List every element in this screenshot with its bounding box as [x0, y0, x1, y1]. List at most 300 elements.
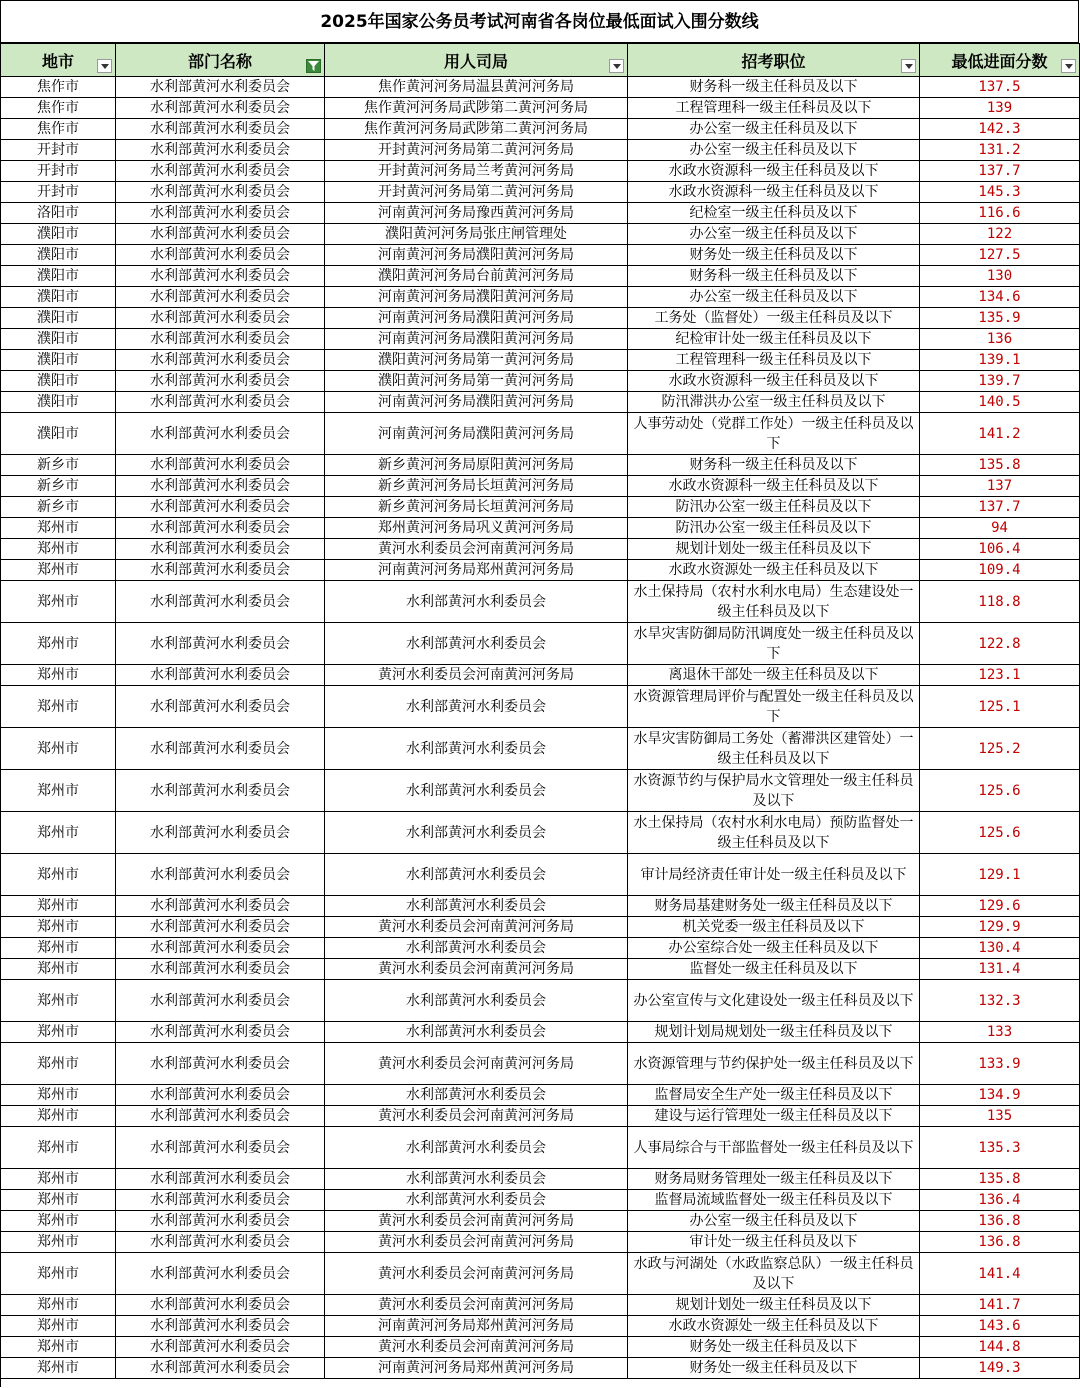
score-cell[interactable]: 129.6	[920, 896, 1080, 917]
chevron-down-icon[interactable]	[901, 59, 916, 73]
score-cell[interactable]: 134.6	[920, 287, 1080, 308]
position-cell[interactable]: 监督局流域监督处一级主任科员及以下	[628, 1190, 920, 1211]
position-cell[interactable]: 办公室一级主任科员及以下	[628, 119, 920, 140]
bureau-cell[interactable]: 水利部黄河水利委员会	[325, 770, 628, 812]
position-cell[interactable]: 办公室一级主任科员及以下	[628, 224, 920, 245]
bureau-cell[interactable]: 河南黄河河务局郑州黄河河务局	[325, 1358, 628, 1379]
bureau-cell[interactable]: 新乡黄河河务局长垣黄河河务局	[325, 476, 628, 497]
table-row	[1, 329, 1080, 350]
department-cell[interactable]: 水利部黄河水利委员会	[116, 539, 325, 560]
bureau-cell[interactable]: 黄河水利委员会河南黄河河务局	[325, 539, 628, 560]
table-row	[1, 938, 1080, 959]
score-cell[interactable]: 139.1	[920, 350, 1080, 371]
position-cell[interactable]: 防汛办公室一级主任科员及以下	[628, 518, 920, 539]
table-row	[1, 812, 1080, 854]
department-cell[interactable]: 水利部黄河水利委员会	[116, 455, 325, 476]
table-row	[1, 896, 1080, 917]
bureau-cell[interactable]: 河南黄河河务局濮阳黄河河务局	[325, 392, 628, 413]
bureau-cell[interactable]: 焦作黄河河务局武陟第二黄河河务局	[325, 98, 628, 119]
column-header-position	[628, 44, 920, 77]
position-cell[interactable]: 办公室综合处一级主任科员及以下	[628, 938, 920, 959]
score-cell[interactable]: 139	[920, 98, 1080, 119]
column-header-bureau	[325, 44, 628, 77]
position-cell[interactable]: 办公室一级主任科员及以下	[628, 1211, 920, 1232]
department-cell[interactable]: 水利部黄河水利委员会	[116, 581, 325, 623]
bureau-cell[interactable]: 黄河水利委员会河南黄河河务局	[325, 1043, 628, 1085]
city-cell[interactable]: 开封市	[1, 182, 116, 203]
city-cell[interactable]: 郑州市	[1, 1085, 116, 1106]
city-cell[interactable]: 郑州市	[1, 1232, 116, 1253]
table-row	[1, 413, 1080, 455]
bureau-cell[interactable]: 水利部黄河水利委员会	[325, 1127, 628, 1169]
position-cell[interactable]: 工程管理科一级主任科员及以下	[628, 350, 920, 371]
bureau-cell[interactable]: 河南黄河河务局濮阳黄河河务局	[325, 329, 628, 350]
department-cell[interactable]: 水利部黄河水利委员会	[116, 1169, 325, 1190]
score-cell[interactable]: 136.8	[920, 1211, 1080, 1232]
score-cell[interactable]: 94	[920, 518, 1080, 539]
city-cell[interactable]: 郑州市	[1, 1022, 116, 1043]
table-row	[1, 203, 1080, 224]
department-cell[interactable]: 水利部黄河水利委员会	[116, 161, 325, 182]
score-cell[interactable]: 125.1	[920, 686, 1080, 728]
position-cell[interactable]: 规划计划处一级主任科员及以下	[628, 1295, 920, 1316]
city-cell[interactable]: 焦作市	[1, 98, 116, 119]
table-row	[1, 581, 1080, 623]
chevron-down-icon[interactable]	[1061, 59, 1076, 73]
position-cell[interactable]: 审计处一级主任科员及以下	[628, 1232, 920, 1253]
bureau-cell[interactable]: 水利部黄河水利委员会	[325, 1169, 628, 1190]
department-cell[interactable]: 水利部黄河水利委员会	[116, 182, 325, 203]
city-cell[interactable]: 郑州市	[1, 1358, 116, 1379]
bureau-cell[interactable]: 水利部黄河水利委员会	[325, 581, 628, 623]
table-row	[1, 686, 1080, 728]
city-cell[interactable]: 濮阳市	[1, 224, 116, 245]
table-row	[1, 560, 1080, 581]
bureau-cell[interactable]: 水利部黄河水利委员会	[325, 854, 628, 896]
city-cell[interactable]: 郑州市	[1, 959, 116, 980]
position-cell[interactable]: 水政水资源科一级主任科员及以下	[628, 476, 920, 497]
bureau-cell[interactable]: 水利部黄河水利委员会	[325, 812, 628, 854]
department-cell[interactable]: 水利部黄河水利委员会	[116, 1211, 325, 1232]
bureau-cell[interactable]: 河南黄河河务局濮阳黄河河务局	[325, 308, 628, 329]
department-cell[interactable]: 水利部黄河水利委员会	[116, 140, 325, 161]
score-cell[interactable]: 118.8	[920, 581, 1080, 623]
position-cell[interactable]: 纪检室一级主任科员及以下	[628, 203, 920, 224]
position-cell[interactable]: 办公室宣传与文化建设处一级主任科员及以下	[628, 980, 920, 1022]
table-row	[1, 245, 1080, 266]
bureau-cell[interactable]: 黄河水利委员会河南黄河河务局	[325, 665, 628, 686]
column-header-label: 招考职位	[741, 51, 806, 71]
department-cell[interactable]: 水利部黄河水利委员会	[116, 770, 325, 812]
department-cell[interactable]: 水利部黄河水利委员会	[116, 77, 325, 98]
position-cell[interactable]: 财务处一级主任科员及以下	[628, 1337, 920, 1358]
position-cell[interactable]: 监督局安全生产处一级主任科员及以下	[628, 1085, 920, 1106]
score-cell[interactable]: 131.4	[920, 959, 1080, 980]
table-row	[1, 161, 1080, 182]
department-cell[interactable]: 水利部黄河水利委员会	[116, 1022, 325, 1043]
department-cell[interactable]: 水利部黄河水利委员会	[116, 728, 325, 770]
bureau-cell[interactable]: 河南黄河河务局濮阳黄河河务局	[325, 287, 628, 308]
city-cell[interactable]: 郑州市	[1, 770, 116, 812]
score-cell[interactable]: 144.8	[920, 1337, 1080, 1358]
city-cell[interactable]: 郑州市	[1, 1337, 116, 1358]
bureau-cell[interactable]: 黄河水利委员会河南黄河河务局	[325, 959, 628, 980]
city-cell[interactable]: 新乡市	[1, 497, 116, 518]
position-cell[interactable]: 机关党委一级主任科员及以下	[628, 917, 920, 938]
city-cell[interactable]: 郑州市	[1, 812, 116, 854]
city-cell[interactable]: 郑州市	[1, 1190, 116, 1211]
bureau-cell[interactable]: 开封黄河河务局兰考黄河河务局	[325, 161, 628, 182]
table-row	[1, 1337, 1080, 1358]
table-row	[1, 770, 1080, 812]
table-row	[1, 1106, 1080, 1127]
department-cell[interactable]: 水利部黄河水利委员会	[116, 392, 325, 413]
position-cell[interactable]: 水政水资源处一级主任科员及以下	[628, 1316, 920, 1337]
city-cell[interactable]: 郑州市	[1, 896, 116, 917]
column-header-score	[920, 44, 1080, 77]
table-row	[1, 1022, 1080, 1043]
column-header-city	[1, 44, 116, 77]
bureau-cell[interactable]: 河南黄河河务局濮阳黄河河务局	[325, 413, 628, 455]
table-row	[1, 1169, 1080, 1190]
city-cell[interactable]: 濮阳市	[1, 245, 116, 266]
department-cell[interactable]: 水利部黄河水利委员会	[116, 1253, 325, 1295]
bureau-cell[interactable]: 黄河水利委员会河南黄河河务局	[325, 917, 628, 938]
department-cell[interactable]: 水利部黄河水利委员会	[116, 266, 325, 287]
department-cell[interactable]: 水利部黄河水利委员会	[116, 329, 325, 350]
bureau-cell[interactable]: 濮阳黄河河务局第一黄河河务局	[325, 350, 628, 371]
department-cell[interactable]: 水利部黄河水利委员会	[116, 98, 325, 119]
position-cell[interactable]: 水资源管理局评价与配置处一级主任科员及以下	[628, 686, 920, 728]
position-cell[interactable]: 水政水资源科一级主任科员及以下	[628, 371, 920, 392]
city-cell[interactable]: 新乡市	[1, 476, 116, 497]
department-cell[interactable]: 水利部黄河水利委员会	[116, 854, 325, 896]
score-cell[interactable]: 141.4	[920, 1253, 1080, 1295]
city-cell[interactable]: 郑州市	[1, 1316, 116, 1337]
department-cell[interactable]: 水利部黄河水利委员会	[116, 1106, 325, 1127]
city-cell[interactable]: 郑州市	[1, 854, 116, 896]
bureau-cell[interactable]: 濮阳黄河河务局第一黄河河务局	[325, 371, 628, 392]
table-row	[1, 140, 1080, 161]
position-cell[interactable]: 水旱灾害防御局防汛调度处一级主任科员及以下	[628, 623, 920, 665]
city-cell[interactable]: 濮阳市	[1, 392, 116, 413]
table-row	[1, 728, 1080, 770]
city-cell[interactable]: 濮阳市	[1, 413, 116, 455]
bureau-cell[interactable]: 焦作黄河河务局温县黄河河务局	[325, 77, 628, 98]
bureau-cell[interactable]: 黄河水利委员会河南黄河河务局	[325, 1232, 628, 1253]
score-cell[interactable]: 125.6	[920, 812, 1080, 854]
score-cell[interactable]: 134.9	[920, 1085, 1080, 1106]
position-cell[interactable]: 财务科一级主任科员及以下	[628, 266, 920, 287]
city-cell[interactable]: 开封市	[1, 140, 116, 161]
table-row	[1, 350, 1080, 371]
column-header-label: 部门名称	[187, 51, 252, 71]
city-cell[interactable]: 开封市	[1, 161, 116, 182]
position-cell[interactable]: 财务科一级主任科员及以下	[628, 455, 920, 476]
bureau-cell[interactable]: 开封黄河河务局第二黄河河务局	[325, 140, 628, 161]
score-cell[interactable]: 135	[920, 1106, 1080, 1127]
bureau-cell[interactable]: 开封黄河河务局第二黄河河务局	[325, 182, 628, 203]
bureau-cell[interactable]: 濮阳黄河河务局张庄闸管理处	[325, 224, 628, 245]
score-cell[interactable]: 125.6	[920, 770, 1080, 812]
city-cell[interactable]: 濮阳市	[1, 350, 116, 371]
score-cell[interactable]: 132.3	[920, 980, 1080, 1022]
city-cell[interactable]: 焦作市	[1, 119, 116, 140]
bureau-cell[interactable]: 新乡黄河河务局长垣黄河河务局	[325, 497, 628, 518]
department-cell[interactable]: 水利部黄河水利委员会	[116, 245, 325, 266]
position-cell[interactable]: 规划计划局规划处一级主任科员及以下	[628, 1022, 920, 1043]
department-cell[interactable]: 水利部黄河水利委员会	[116, 350, 325, 371]
position-cell[interactable]: 水政水资源科一级主任科员及以下	[628, 161, 920, 182]
position-cell[interactable]: 水资源管理与节约保护处一级主任科员及以下	[628, 1043, 920, 1085]
score-cell[interactable]: 123.1	[920, 665, 1080, 686]
position-cell[interactable]: 纪检审计处一级主任科员及以下	[628, 329, 920, 350]
department-cell[interactable]: 水利部黄河水利委员会	[116, 203, 325, 224]
department-cell[interactable]: 水利部黄河水利委员会	[116, 959, 325, 980]
city-cell[interactable]: 郑州市	[1, 1211, 116, 1232]
position-cell[interactable]: 水政水资源科一级主任科员及以下	[628, 182, 920, 203]
city-cell[interactable]: 郑州市	[1, 686, 116, 728]
bureau-cell[interactable]: 水利部黄河水利委员会	[325, 728, 628, 770]
score-cell[interactable]: 143.6	[920, 1316, 1080, 1337]
position-cell[interactable]: 办公室一级主任科员及以下	[628, 287, 920, 308]
department-cell[interactable]: 水利部黄河水利委员会	[116, 896, 325, 917]
score-cell[interactable]: 116.6	[920, 203, 1080, 224]
city-cell[interactable]: 濮阳市	[1, 329, 116, 350]
city-cell[interactable]: 郑州市	[1, 581, 116, 623]
city-cell[interactable]: 郑州市	[1, 728, 116, 770]
bureau-cell[interactable]: 水利部黄河水利委员会	[325, 896, 628, 917]
city-cell[interactable]: 郑州市	[1, 1169, 116, 1190]
bureau-cell[interactable]: 黄河水利委员会河南黄河河务局	[325, 1106, 628, 1127]
department-cell[interactable]: 水利部黄河水利委员会	[116, 1085, 325, 1106]
bureau-cell[interactable]: 水利部黄河水利委员会	[325, 686, 628, 728]
department-cell[interactable]: 水利部黄河水利委员会	[116, 560, 325, 581]
position-cell[interactable]: 水旱灾害防御局工务处（蓄滞洪区建管处）一级主任科员及以下	[628, 728, 920, 770]
score-cell[interactable]: 131.2	[920, 140, 1080, 161]
score-cell[interactable]: 137.7	[920, 497, 1080, 518]
bureau-cell[interactable]: 河南黄河河务局濮阳黄河河务局	[325, 245, 628, 266]
position-cell[interactable]: 财务处一级主任科员及以下	[628, 245, 920, 266]
department-cell[interactable]: 水利部黄河水利委员会	[116, 1358, 325, 1379]
bureau-cell[interactable]: 河南黄河河务局郑州黄河河务局	[325, 1316, 628, 1337]
score-cell[interactable]: 149.3	[920, 1358, 1080, 1379]
score-cell[interactable]: 140.5	[920, 392, 1080, 413]
score-cell[interactable]: 141.2	[920, 413, 1080, 455]
table-row	[1, 1190, 1080, 1211]
city-cell[interactable]: 郑州市	[1, 539, 116, 560]
department-cell[interactable]: 水利部黄河水利委员会	[116, 413, 325, 455]
position-cell[interactable]: 防汛办公室一级主任科员及以下	[628, 497, 920, 518]
bureau-cell[interactable]: 河南黄河河务局豫西黄河河务局	[325, 203, 628, 224]
score-cell[interactable]: 127.5	[920, 245, 1080, 266]
department-cell[interactable]: 水利部黄河水利委员会	[116, 1316, 325, 1337]
position-cell[interactable]: 工程管理科一级主任科员及以下	[628, 98, 920, 119]
score-cell[interactable]: 129.1	[920, 854, 1080, 896]
city-cell[interactable]: 郑州市	[1, 938, 116, 959]
score-cell[interactable]: 135.3	[920, 1127, 1080, 1169]
position-cell[interactable]: 人事劳动处（党群工作处）一级主任科员及以下	[628, 413, 920, 455]
bureau-cell[interactable]: 水利部黄河水利委员会	[325, 938, 628, 959]
position-cell[interactable]: 财务局财务管理处一级主任科员及以下	[628, 1169, 920, 1190]
score-cell[interactable]: 135.9	[920, 308, 1080, 329]
score-cell[interactable]: 122.8	[920, 623, 1080, 665]
position-cell[interactable]: 办公室一级主任科员及以下	[628, 140, 920, 161]
score-cell[interactable]: 136	[920, 329, 1080, 350]
table-row	[1, 371, 1080, 392]
department-cell[interactable]: 水利部黄河水利委员会	[116, 371, 325, 392]
bureau-cell[interactable]: 水利部黄河水利委员会	[325, 1190, 628, 1211]
position-cell[interactable]: 水政水资源处一级主任科员及以下	[628, 560, 920, 581]
table-row	[1, 455, 1080, 476]
position-cell[interactable]: 财务科一级主任科员及以下	[628, 77, 920, 98]
chevron-down-icon[interactable]	[97, 59, 112, 73]
department-cell[interactable]: 水利部黄河水利委员会	[116, 119, 325, 140]
score-cell[interactable]: 130	[920, 266, 1080, 287]
chevron-down-icon[interactable]	[609, 59, 624, 73]
table-row	[1, 1316, 1080, 1337]
department-cell[interactable]: 水利部黄河水利委员会	[116, 1190, 325, 1211]
department-cell[interactable]: 水利部黄河水利委员会	[116, 1127, 325, 1169]
city-cell[interactable]: 濮阳市	[1, 308, 116, 329]
position-cell[interactable]: 监督处一级主任科员及以下	[628, 959, 920, 980]
city-cell[interactable]: 濮阳市	[1, 266, 116, 287]
city-cell[interactable]: 焦作市	[1, 77, 116, 98]
score-cell[interactable]: 136.4	[920, 1190, 1080, 1211]
score-cell[interactable]: 133.9	[920, 1043, 1080, 1085]
position-cell[interactable]: 防汛滞洪办公室一级主任科员及以下	[628, 392, 920, 413]
city-cell[interactable]: 郑州市	[1, 518, 116, 539]
bureau-cell[interactable]: 水利部黄河水利委员会	[325, 1085, 628, 1106]
department-cell[interactable]: 水利部黄河水利委员会	[116, 812, 325, 854]
bureau-cell[interactable]: 河南黄河河务局郑州黄河河务局	[325, 560, 628, 581]
position-cell[interactable]: 规划计划处一级主任科员及以下	[628, 539, 920, 560]
column-header-label: 用人司局	[443, 51, 508, 71]
department-cell[interactable]: 水利部黄河水利委员会	[116, 980, 325, 1022]
bureau-cell[interactable]: 焦作黄河河务局武陟第二黄河河务局	[325, 119, 628, 140]
department-cell[interactable]: 水利部黄河水利委员会	[116, 938, 325, 959]
position-cell[interactable]: 建设与运行管理处一级主任科员及以下	[628, 1106, 920, 1127]
bureau-cell[interactable]: 黄河水利委员会河南黄河河务局	[325, 1211, 628, 1232]
table-row	[1, 224, 1080, 245]
city-cell[interactable]: 郑州市	[1, 1043, 116, 1085]
table-row	[1, 182, 1080, 203]
score-cell[interactable]: 129.9	[920, 917, 1080, 938]
score-cell[interactable]: 141.7	[920, 1295, 1080, 1316]
city-cell[interactable]: 濮阳市	[1, 371, 116, 392]
bureau-cell[interactable]: 新乡黄河河务局原阳黄河河务局	[325, 455, 628, 476]
table-row	[1, 1211, 1080, 1232]
table-row	[1, 980, 1080, 1022]
position-cell[interactable]: 水政与河湖处（水政监察总队）一级主任科员及以下	[628, 1253, 920, 1295]
position-cell[interactable]: 财务处一级主任科员及以下	[628, 1358, 920, 1379]
city-cell[interactable]: 濮阳市	[1, 287, 116, 308]
score-cell[interactable]: 137.7	[920, 161, 1080, 182]
department-cell[interactable]: 水利部黄河水利委员会	[116, 1295, 325, 1316]
table-row	[1, 98, 1080, 119]
department-cell[interactable]: 水利部黄河水利委员会	[116, 224, 325, 245]
table-row	[1, 77, 1080, 98]
score-cell[interactable]: 135.8	[920, 455, 1080, 476]
department-cell[interactable]: 水利部黄河水利委员会	[116, 686, 325, 728]
position-cell[interactable]: 水资源节约与保护局水文管理处一级主任科员及以下	[628, 770, 920, 812]
city-cell[interactable]: 新乡市	[1, 455, 116, 476]
department-cell[interactable]: 水利部黄河水利委员会	[116, 1337, 325, 1358]
score-cell[interactable]: 133	[920, 1022, 1080, 1043]
filter-icon[interactable]	[306, 59, 321, 73]
position-cell[interactable]: 审计局经济责任审计处一级主任科员及以下	[628, 854, 920, 896]
department-cell[interactable]: 水利部黄河水利委员会	[116, 497, 325, 518]
city-cell[interactable]: 郑州市	[1, 665, 116, 686]
department-cell[interactable]: 水利部黄河水利委员会	[116, 1043, 325, 1085]
score-cell[interactable]: 130.4	[920, 938, 1080, 959]
score-cell[interactable]: 137.5	[920, 77, 1080, 98]
score-cell[interactable]: 139.7	[920, 371, 1080, 392]
score-cell[interactable]: 145.3	[920, 182, 1080, 203]
score-cell[interactable]: 137	[920, 476, 1080, 497]
score-cell[interactable]: 122	[920, 224, 1080, 245]
bureau-cell[interactable]: 水利部黄河水利委员会	[325, 1022, 628, 1043]
table-row	[1, 1232, 1080, 1253]
city-cell[interactable]: 郑州市	[1, 560, 116, 581]
position-cell[interactable]: 水土保持局（农村水利水电局）生态建设处一级主任科员及以下	[628, 581, 920, 623]
table-row	[1, 287, 1080, 308]
city-cell[interactable]: 洛阳市	[1, 203, 116, 224]
score-cell[interactable]: 136.8	[920, 1232, 1080, 1253]
bureau-cell[interactable]: 水利部黄河水利委员会	[325, 980, 628, 1022]
table-row	[1, 266, 1080, 287]
department-cell[interactable]: 水利部黄河水利委员会	[116, 287, 325, 308]
city-cell[interactable]: 郑州市	[1, 623, 116, 665]
position-cell[interactable]: 水土保持局（农村水利水电局）预防监督处一级主任科员及以下	[628, 812, 920, 854]
bureau-cell[interactable]: 黄河水利委员会河南黄河河务局	[325, 1295, 628, 1316]
city-cell[interactable]: 郑州市	[1, 980, 116, 1022]
department-cell[interactable]: 水利部黄河水利委员会	[116, 665, 325, 686]
city-cell[interactable]: 郑州市	[1, 917, 116, 938]
position-cell[interactable]: 人事局综合与干部监督处一级主任科员及以下	[628, 1127, 920, 1169]
table-row	[1, 1127, 1080, 1169]
department-cell[interactable]: 水利部黄河水利委员会	[116, 917, 325, 938]
department-cell[interactable]: 水利部黄河水利委员会	[116, 308, 325, 329]
bureau-cell[interactable]: 郑州黄河河务局巩义黄河河务局	[325, 518, 628, 539]
city-cell[interactable]: 郑州市	[1, 1253, 116, 1295]
bureau-cell[interactable]: 濮阳黄河河务局台前黄河河务局	[325, 266, 628, 287]
table-row	[1, 119, 1080, 140]
table-row	[1, 623, 1080, 665]
department-cell[interactable]: 水利部黄河水利委员会	[116, 476, 325, 497]
bureau-cell[interactable]: 黄河水利委员会河南黄河河务局	[325, 1337, 628, 1358]
score-cell[interactable]: 125.2	[920, 728, 1080, 770]
score-cell[interactable]: 106.4	[920, 539, 1080, 560]
position-cell[interactable]: 工务处（监督处）一级主任科员及以下	[628, 308, 920, 329]
table-row	[1, 497, 1080, 518]
table-title: 2025年国家公务员考试河南省各岗位最低面试入围分数线	[1, 1, 1079, 43]
bureau-cell[interactable]: 黄河水利委员会河南黄河河务局	[325, 1253, 628, 1295]
city-cell[interactable]: 郑州市	[1, 1127, 116, 1169]
city-cell[interactable]: 郑州市	[1, 1106, 116, 1127]
department-cell[interactable]: 水利部黄河水利委员会	[116, 623, 325, 665]
department-cell[interactable]: 水利部黄河水利委员会	[116, 518, 325, 539]
position-cell[interactable]: 财务局基建财务处一级主任科员及以下	[628, 896, 920, 917]
score-cell[interactable]: 109.4	[920, 560, 1080, 581]
department-cell[interactable]: 水利部黄河水利委员会	[116, 1232, 325, 1253]
score-cell[interactable]: 135.8	[920, 1169, 1080, 1190]
position-cell[interactable]: 离退休干部处一级主任科员及以下	[628, 665, 920, 686]
score-cell[interactable]: 142.3	[920, 119, 1080, 140]
city-cell[interactable]: 郑州市	[1, 1295, 116, 1316]
bureau-cell[interactable]: 水利部黄河水利委员会	[325, 623, 628, 665]
table-row	[1, 1085, 1080, 1106]
